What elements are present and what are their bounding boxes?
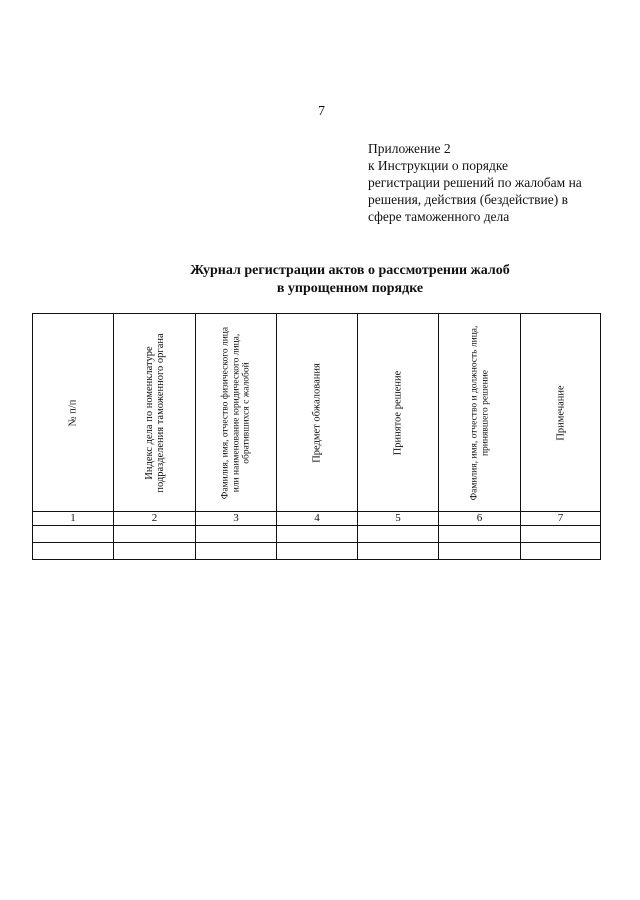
header-label: Принятое решение xyxy=(392,370,404,455)
header-cell-note xyxy=(521,314,601,512)
header-cell-applicant xyxy=(196,314,277,512)
table-row xyxy=(33,526,601,543)
column-number: 4 xyxy=(277,512,358,526)
appendix-line: решения, действия (бездействие) в xyxy=(368,192,568,207)
table-cell xyxy=(33,543,114,560)
column-number: 2 xyxy=(114,512,196,526)
table-header-row xyxy=(33,314,601,512)
journal-title-line-2: в упрощенном порядке xyxy=(276,281,424,296)
table-cell xyxy=(358,543,439,560)
appendix-line: регистрации решений по жалобам на xyxy=(368,175,582,190)
header-cell-number xyxy=(33,314,114,512)
table-cell xyxy=(358,526,439,543)
header-label: Фамилия, имя, отчество и должность лица, принявшего решение xyxy=(469,325,490,500)
header-label: Примечание xyxy=(555,384,566,441)
header-label: Индекс дела по номенклатуре подразделения таможенного органа xyxy=(143,332,166,493)
table-cell xyxy=(114,543,196,560)
table-cell xyxy=(33,526,114,543)
journal-title-line-1: Журнал регистрации актов о рассмотрении жалоб xyxy=(190,263,510,278)
table-cell xyxy=(277,543,358,560)
page-number: 7 xyxy=(318,104,325,119)
column-number-row xyxy=(33,512,601,526)
table-cell xyxy=(114,526,196,543)
header-cell-official xyxy=(439,314,521,512)
appendix-line: Приложение 2 xyxy=(368,141,451,156)
table-cell xyxy=(439,526,521,543)
header-label: № п/п xyxy=(67,399,79,426)
header-cell-subject xyxy=(277,314,358,512)
appendix-note xyxy=(368,140,618,225)
table-cell xyxy=(521,526,601,543)
table-cell xyxy=(521,543,601,560)
column-number: 7 xyxy=(521,512,601,526)
table-cell xyxy=(277,526,358,543)
header-label: Предмет обжалования xyxy=(311,362,323,463)
column-number: 3 xyxy=(196,512,277,526)
appendix-line: к Инструкции о порядке xyxy=(368,158,509,173)
appendix-line: сфере таможенного дела xyxy=(368,209,510,224)
column-number: 6 xyxy=(439,512,521,526)
column-number: 5 xyxy=(358,512,439,526)
table-cell xyxy=(196,543,277,560)
header-label: Фамилия, имя, отчество физического лица или наименование юридического лица, обратившихся с жалобой xyxy=(220,326,252,499)
table-row xyxy=(33,543,601,560)
table-cell xyxy=(439,543,521,560)
table-cell xyxy=(196,526,277,543)
header-cell-case-index xyxy=(114,314,196,512)
registration-journal-table xyxy=(32,313,601,560)
column-number: 1 xyxy=(33,512,114,526)
journal-title xyxy=(150,262,550,298)
header-cell-decision xyxy=(358,314,439,512)
